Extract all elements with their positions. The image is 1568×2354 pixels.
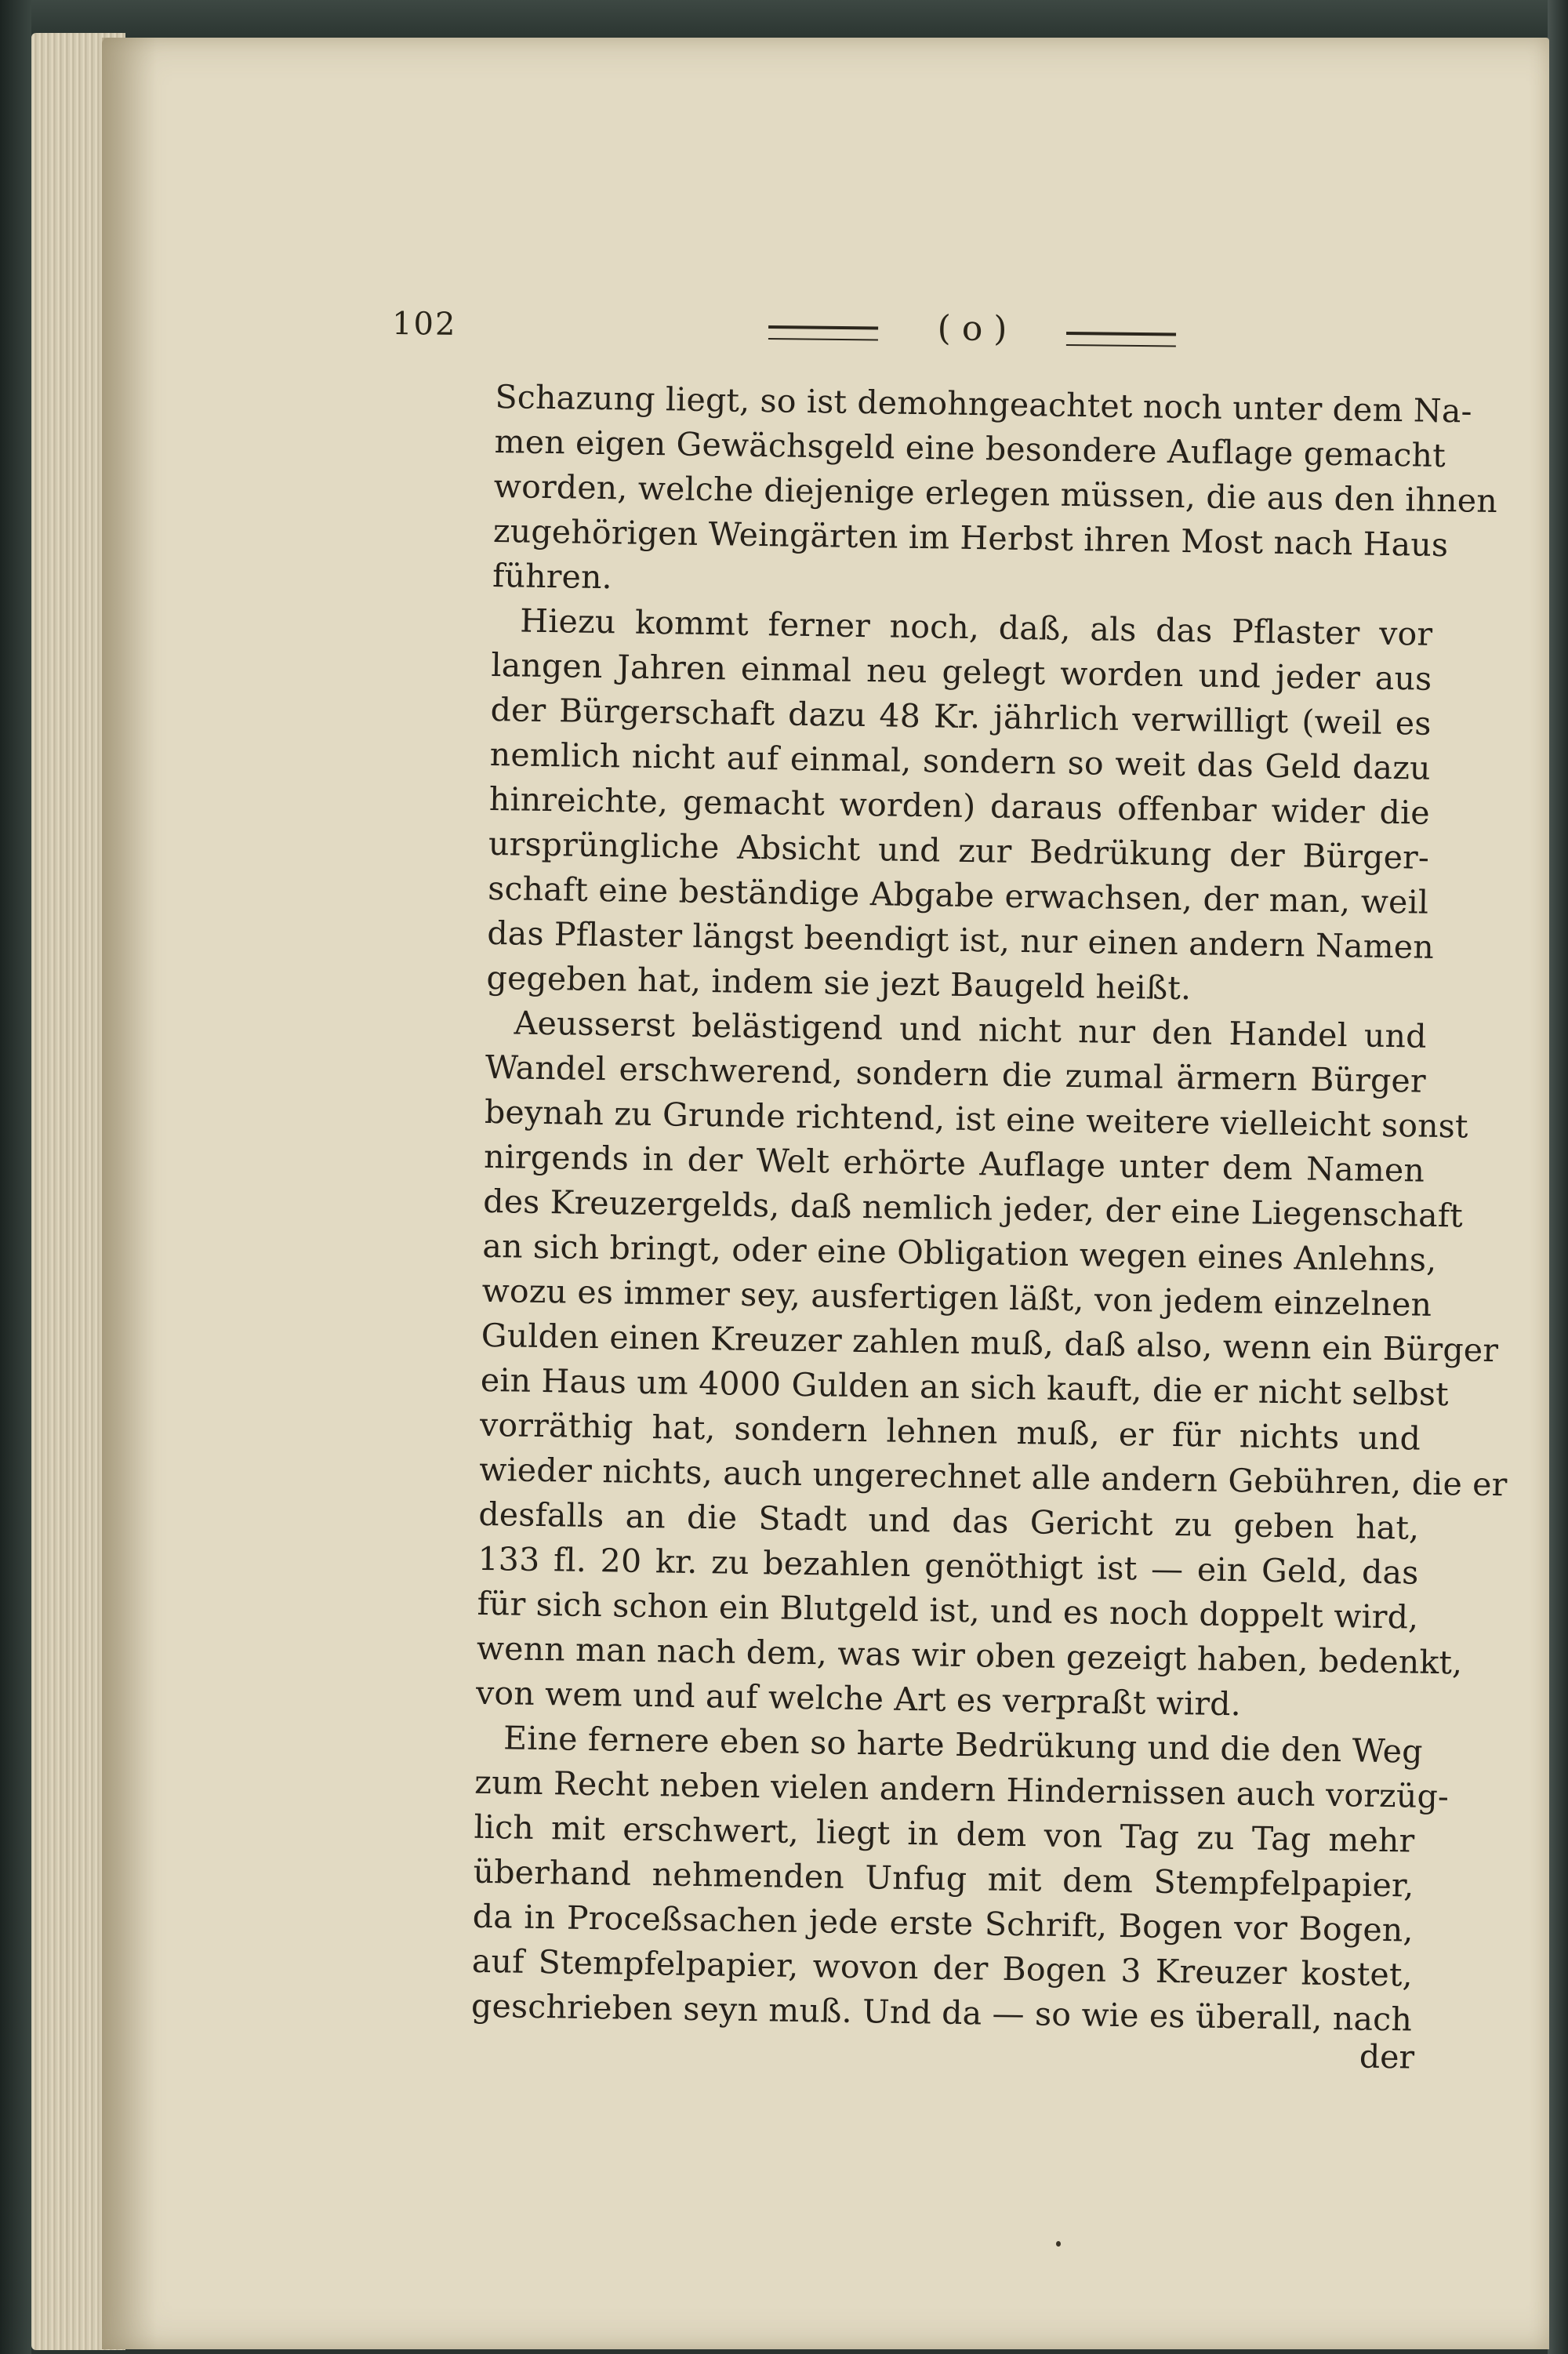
text-line: nirgends in der Welt erhörte Auflage unter dem Namen: [483, 1137, 1425, 1190]
text-line: Aeusserst belästigend und nicht nur den Handel und: [514, 1004, 1427, 1055]
body-text: [470, 375, 1508, 2043]
catchword: der: [1359, 2037, 1415, 2076]
running-head: ( o ): [937, 308, 1007, 350]
text-line: überhand nehmenden Unfug mit dem Stempfelpapier,: [473, 1852, 1414, 1905]
text-line: ein Haus um 4000 Gulden an sich kauft, die er nicht selbst: [480, 1360, 1450, 1414]
text-line: führen.: [492, 556, 613, 597]
page-header: [392, 306, 1185, 369]
text-line: zugehörigen Weingärten im Herbst ihren Most nach Haus: [492, 511, 1449, 565]
text-line: wieder nichts, auch ungerechnet alle andern Gebühren, die er: [478, 1450, 1508, 1504]
page-number: 102: [391, 306, 457, 343]
book-cover-right: [1548, 0, 1568, 2354]
text-line: da in Proceßsachen jede erste Schrift, Bogen vor Bogen,: [472, 1897, 1414, 1949]
text-line: ursprüngliche Absicht und zur Bedrükung der Bürger-: [488, 824, 1430, 877]
text-line: von wem und auf welche Art es verpraßt wird.: [475, 1673, 1242, 1724]
text-line: Wandel erschwerend, sondern die zumal ärmern Bürger: [485, 1048, 1427, 1100]
text-line: men eigen Gewächsgeld eine besondere Auflage gemacht: [494, 422, 1446, 474]
text-line: langen Jahren einmal neu gelegt worden und jeder aus: [491, 645, 1432, 698]
text-line: nemlich nicht auf einmal, sondern so weit das Geld dazu: [489, 735, 1432, 787]
text-line: geschrieben seyn muß. Und da — so wie es überall, nach: [470, 1986, 1413, 2039]
text-line: auf Stempfelpapier, wovon der Bogen 3 Kreuzer kostet,: [471, 1942, 1414, 1994]
text-line: Hiezu kommt ferner noch, daß, als das Pflaster vor: [519, 601, 1433, 653]
book-cover-left: [0, 0, 31, 2354]
header-rule-right: [1066, 332, 1176, 347]
text-line: an sich bringt, oder eine Obligation wegen eines Anlehns,: [482, 1226, 1437, 1279]
text-line: wozu es immer sey, ausfertigen läßt, von jedem einzelnen: [481, 1271, 1432, 1324]
text-line: schaft eine beständige Abgabe erwachsen, der man, weil: [487, 869, 1429, 921]
text-line: vorräthig hat, sondern lehnen muß, er für nichts und: [479, 1405, 1421, 1458]
text-line: das Pflaster längst beendigt ist, nur einen andern Namen: [487, 914, 1435, 966]
text-line: desfalls an die Stadt und das Gericht zu geben hat,: [478, 1495, 1420, 1547]
text-line: lich mit erschwert, liegt in dem von Tag zu Tag mehr: [474, 1807, 1415, 1860]
text-line: gegeben hat, indem sie jezt Baugeld heißt.: [486, 958, 1192, 1008]
text-line: Eine fernere eben so harte Bedrükung und die den Weg: [503, 1719, 1423, 1771]
text-line: worden, welche diejenige erlegen müssen, die aus den ihnen: [493, 467, 1498, 520]
text-line: der Bürgerschaft dazu 48 Kr. jährlich verwilligt (weil es: [490, 690, 1432, 743]
text-line: des Kreuzergelds, daß nemlich jeder, der eine Liegenschaft: [483, 1182, 1464, 1235]
text-line: Gulden einen Kreuzer zahlen muß, daß also, wenn ein Bürger: [481, 1316, 1499, 1370]
text-line: hinreichte, gemacht worden) daraus offenbar wider die: [488, 779, 1431, 832]
header-rule-left: [768, 325, 878, 340]
text-line: wenn man nach dem, was wir oben gezeigt haben, bedenkt,: [476, 1629, 1463, 1682]
text-line: zum Recht neben vielen andern Hindernissen auch vorzüg-: [474, 1763, 1450, 1816]
gutter-shadow: [102, 38, 157, 2349]
text-line: Schazung liegt, so ist demohngeachtet noch unter dem Na-: [495, 377, 1473, 430]
text-line: beynah zu Grunde richtend, ist eine weitere vielleicht sonst: [484, 1092, 1469, 1146]
paper-speck: [1056, 2241, 1061, 2247]
text-line: für sich schon ein Blutgeld ist, und es noch doppelt wird,: [477, 1584, 1419, 1637]
text-line: 133 fl. 20 kr. zu bezahlen genöthigt ist — ein Geld, das: [477, 1539, 1419, 1592]
